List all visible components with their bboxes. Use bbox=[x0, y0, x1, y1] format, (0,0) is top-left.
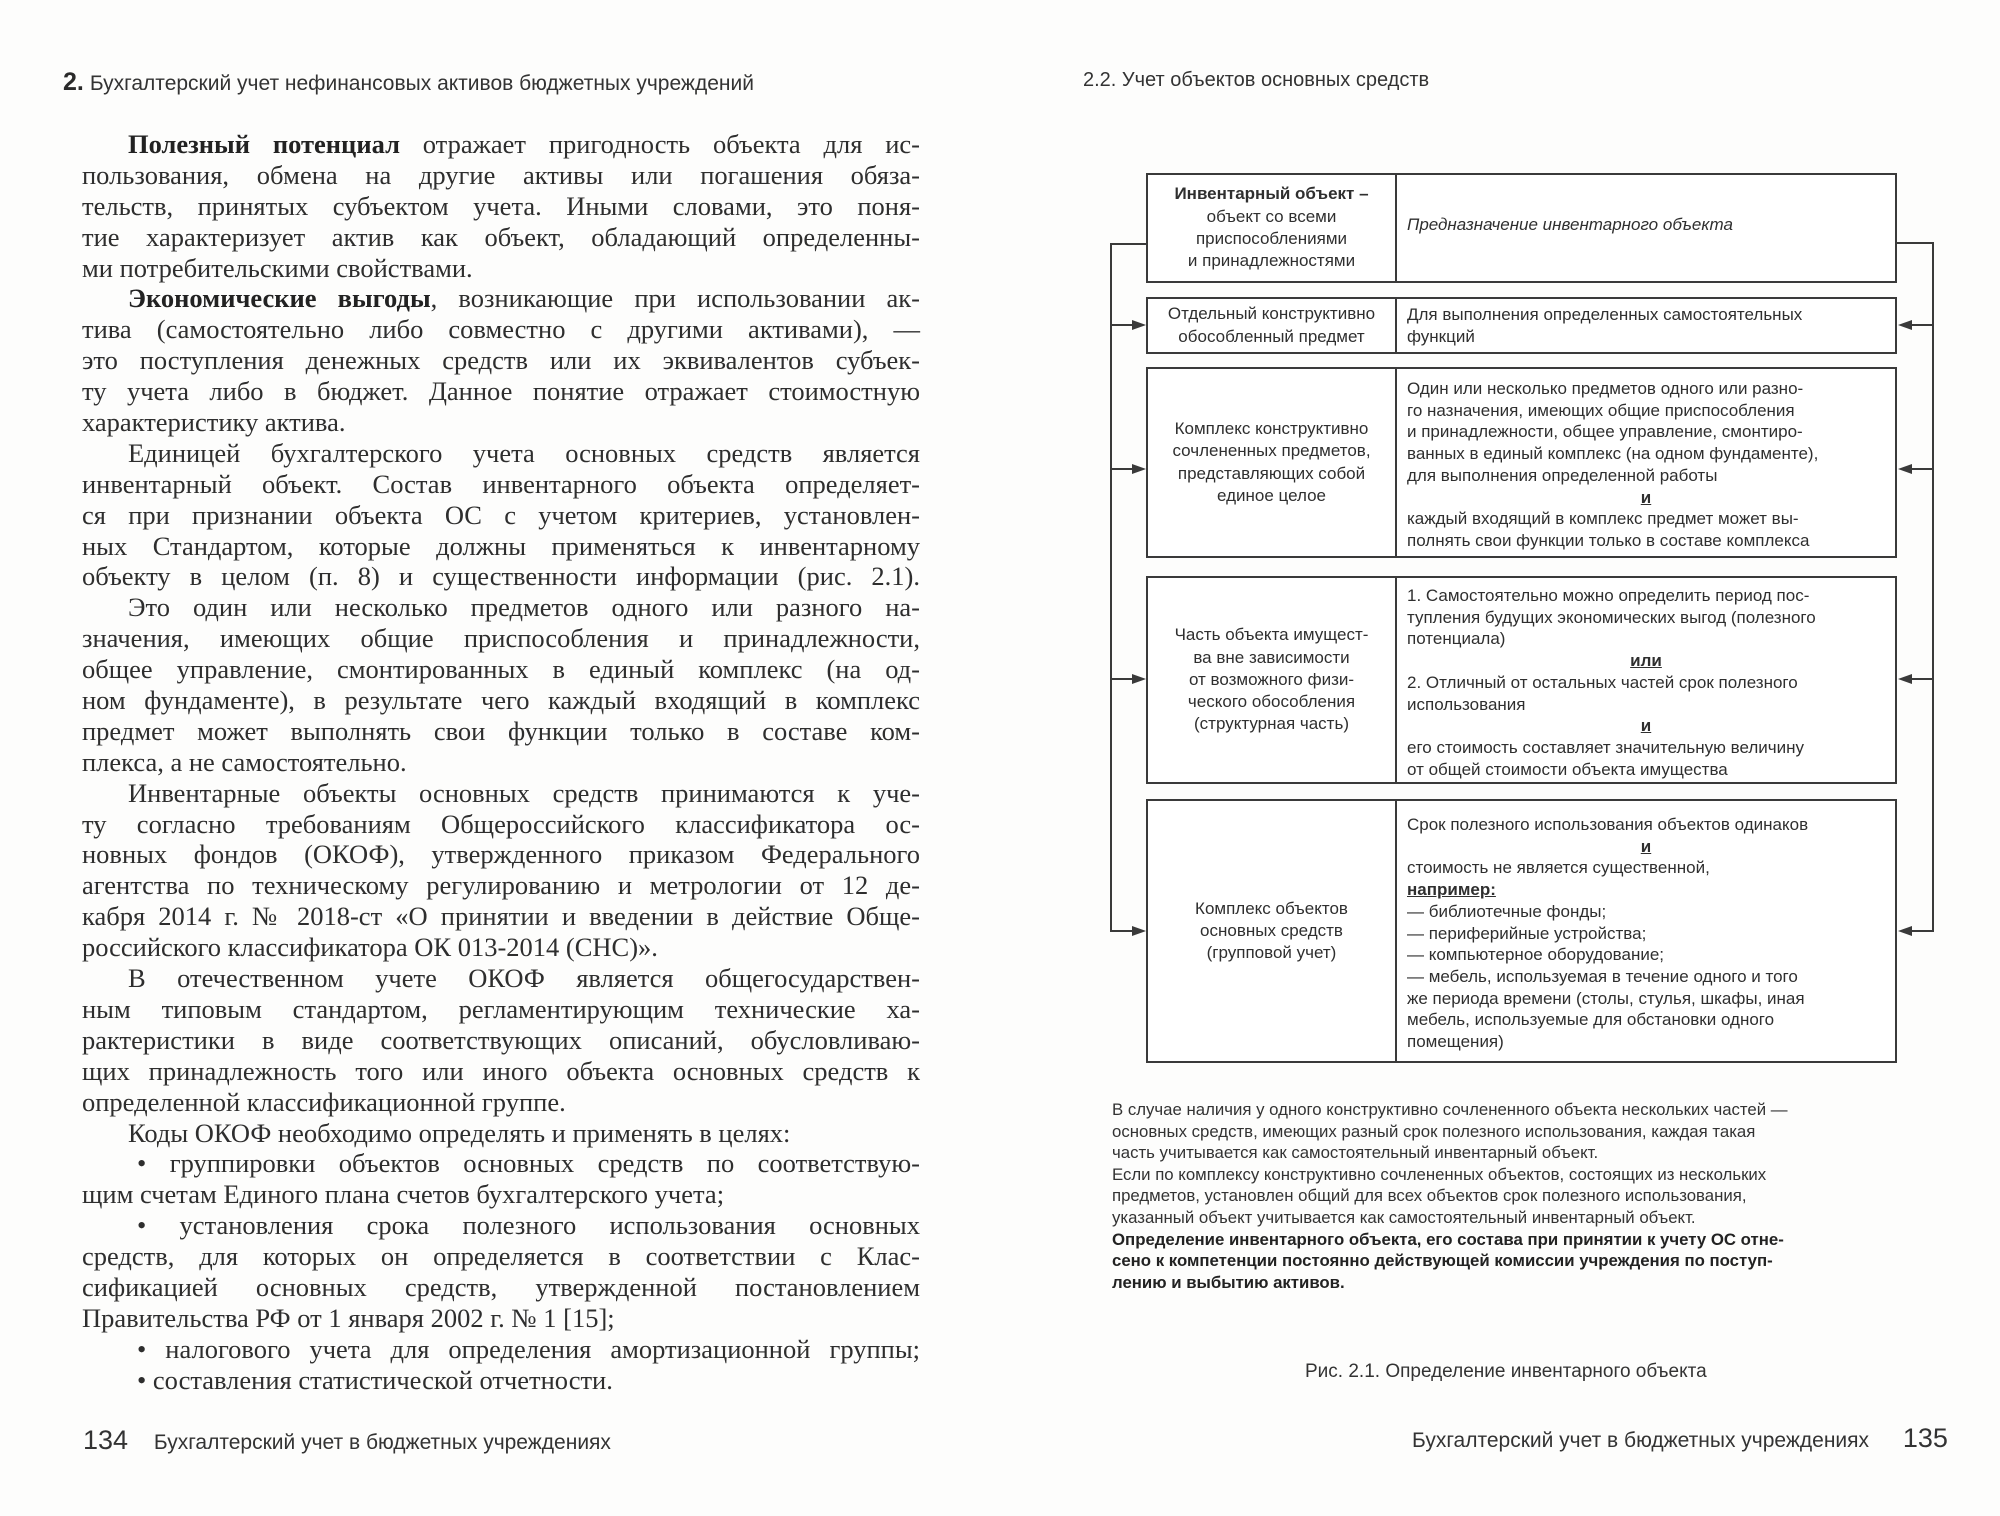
right-page bbox=[1000, 0, 2000, 1516]
text-line: объекту в целом (п. 8) и существенности информации (рис. 2.1). bbox=[82, 561, 920, 592]
diagram-header-box bbox=[1146, 173, 1897, 283]
cell-line: использования bbox=[1407, 694, 1526, 714]
text-line: инвентарный объект. Состав инвентарного объекта определяет- bbox=[82, 468, 920, 499]
diagram-row-group-accounting bbox=[1146, 799, 1897, 1063]
text-line: плекса, а не самостоятельно. bbox=[82, 746, 407, 777]
row-description bbox=[1397, 299, 1895, 352]
connector-left-horizontal-top bbox=[1111, 243, 1146, 245]
diagram-note bbox=[1112, 1099, 1902, 1293]
term-bold: Полезный потенциал bbox=[128, 129, 400, 159]
cell-line: приспособлениями bbox=[1195, 229, 1348, 248]
row-description bbox=[1397, 578, 1895, 782]
text-line: предмет может выполнять свои функции только в составе ком- bbox=[82, 715, 920, 746]
conjunction-and: и bbox=[1640, 487, 1652, 507]
text-line bbox=[82, 129, 920, 160]
text-line: ным типовым стандартом, регламентирующим технические ха- bbox=[82, 993, 920, 1024]
example-item: — библиотечные фонды; bbox=[1407, 901, 1607, 921]
cell-line: сочлененных предметов, bbox=[1172, 441, 1371, 461]
example-item: — мебель, используемая в течение одного и того bbox=[1407, 966, 1798, 986]
note-bold-line: лению и выбытию активов. bbox=[1112, 1272, 1345, 1292]
arrow-left-icon bbox=[1898, 464, 1912, 474]
connector-left-branch bbox=[1111, 930, 1133, 932]
example-item: — периферийные устройства; bbox=[1407, 923, 1647, 943]
conjunction-and: и bbox=[1640, 716, 1652, 736]
example-item: — компьютерное оборудование; bbox=[1407, 945, 1665, 965]
arrow-left-icon bbox=[1898, 320, 1912, 330]
text-line: это поступления денежных средств или их эквивалентов субъек- bbox=[82, 345, 920, 376]
connector-right-branch bbox=[1911, 468, 1933, 470]
arrow-right-icon bbox=[1132, 674, 1146, 684]
text-line: сификацией основных средств, утвержденной постановлением bbox=[82, 1271, 920, 1302]
cell-line: его стоимость составляет значительную величину bbox=[1407, 737, 1805, 757]
cell-line: Предназначение инвентарного объекта bbox=[1407, 215, 1733, 235]
connector-right-branch bbox=[1911, 678, 1933, 680]
text-line: определенной классификационной группе. bbox=[82, 1086, 566, 1117]
cell-line: обособленный предмет bbox=[1178, 326, 1365, 346]
text-line: средств, для которых он определяется в соответствии с Клас- bbox=[82, 1241, 920, 1272]
cell-line: Срок полезного использования объектов одинаков bbox=[1407, 815, 1809, 834]
example-item: помещения) bbox=[1407, 1032, 1504, 1052]
text-line: ту учета либо в бюджет. Данное понятие отражает стоимостную bbox=[82, 376, 920, 407]
row-category bbox=[1148, 578, 1397, 782]
text-line: Коды ОКОФ необходимо определять и применять в целях: bbox=[128, 1117, 791, 1148]
text-line: тива (самостоятельно либо совместно с другими активами), — bbox=[82, 314, 920, 345]
connector-left-branch bbox=[1111, 678, 1133, 680]
cell-line: стоимость не является существенной, bbox=[1407, 858, 1710, 878]
note-line: указанный объект учитывается как самостоятельный инвентарный объект. bbox=[1112, 1207, 1696, 1227]
page-number: 134 bbox=[83, 1425, 129, 1455]
note-line: часть учитывается как самостоятельный инвентарный объект. bbox=[1112, 1143, 1599, 1163]
cell-line: от возможного физи- bbox=[1188, 669, 1355, 689]
footer-left bbox=[83, 1427, 611, 1456]
text-line: значения, имеющих общие приспособления и принадлежности, bbox=[82, 623, 920, 654]
bullet-line: • налогового учета для определения амортизационной группы; bbox=[137, 1333, 920, 1364]
connector-left-branch bbox=[1111, 324, 1133, 326]
arrow-right-icon bbox=[1132, 320, 1146, 330]
conjunction-or: или bbox=[1630, 651, 1662, 671]
running-head-left bbox=[63, 70, 754, 96]
cell-line: Для выполнения определенных самостоятельных bbox=[1407, 305, 1803, 324]
chapter-title: Бухгалтерский учет нефинансовых активов бюджетных учреждений bbox=[89, 72, 754, 95]
text-line: тельств, принятых субъектом учета. Иными словами, это поня- bbox=[82, 190, 920, 221]
purpose-heading bbox=[1397, 175, 1895, 281]
cell-line: (групповой учет) bbox=[1206, 943, 1337, 963]
text-line: агентства по техническому регулированию и метрологии от 12 де- bbox=[82, 870, 920, 901]
row-description bbox=[1397, 369, 1895, 556]
bullet-line: • группировки объектов основных средств по соответствую- bbox=[137, 1148, 920, 1179]
cell-line: функций bbox=[1407, 326, 1475, 346]
footer-book-title: Бухгалтерский учет в бюджетных учреждениях bbox=[153, 1431, 611, 1454]
text-line bbox=[82, 283, 920, 314]
cell-line: 2. Отличный от остальных частей срок полезного bbox=[1407, 672, 1798, 692]
text-line: пользования, обмена на другие активы или погашения обяза- bbox=[82, 159, 920, 190]
cell-line: Часть объекта имущест- bbox=[1174, 625, 1369, 645]
line-text: отражает пригодность объекта для ис- bbox=[399, 129, 921, 159]
row-category bbox=[1148, 801, 1397, 1061]
row-category bbox=[1148, 369, 1397, 556]
page-number: 135 bbox=[1902, 1423, 1948, 1453]
text-line: щим счетам Единого плана счетов бухгалтерского учета; bbox=[82, 1179, 725, 1210]
running-head-right: 2.2. Учет объектов основных средств bbox=[1083, 69, 1430, 91]
footer-right bbox=[1412, 1425, 1948, 1454]
arrow-left-icon bbox=[1898, 926, 1912, 936]
connector-right-branch bbox=[1911, 324, 1933, 326]
diagram-row-structural-part bbox=[1146, 576, 1897, 784]
cell-line: представляющих собой bbox=[1177, 463, 1366, 483]
text-line: российского классификатора ОК 013-2014 (СНС)». bbox=[82, 932, 658, 963]
cell-line: потенциала) bbox=[1407, 629, 1506, 649]
cell-line: го назначения, имеющих общие приспособления bbox=[1407, 400, 1795, 420]
row-description bbox=[1397, 801, 1895, 1061]
connector-right-branch bbox=[1911, 930, 1933, 932]
note-bold-line: сено к компетенции постоянно действующей комиссии учреждения по поступ- bbox=[1112, 1251, 1773, 1271]
cell-line: ческого обособления bbox=[1187, 692, 1356, 712]
cell-line: 1. Самостоятельно можно определить период пос- bbox=[1407, 586, 1810, 605]
text-line: ту согласно требованиям Общероссийского классификатора ос- bbox=[82, 808, 920, 839]
connector-left-vertical bbox=[1110, 243, 1112, 932]
cell-line: основных средств bbox=[1200, 920, 1343, 940]
cell-line: каждый входящий в комплекс предмет может вы- bbox=[1407, 509, 1799, 529]
chapter-number: 2. bbox=[63, 68, 84, 96]
text-line: кабря 2014 г. № 2018-ст «О принятии и введении в действие Обще- bbox=[82, 901, 920, 932]
text-line: ми потребительскими свойствами. bbox=[82, 252, 473, 283]
inventory-object-title: Инвентарный объект – bbox=[1174, 184, 1369, 204]
cell-line: Один или несколько предметов одного или разно- bbox=[1407, 379, 1804, 398]
note-line: предметов, установлен общий для всех объектов срок полезного использования, bbox=[1112, 1186, 1747, 1206]
cell-line: и принадлежностями bbox=[1187, 251, 1356, 271]
cell-line: Отдельный конструктивно bbox=[1167, 304, 1376, 324]
cell-line: единое целое bbox=[1217, 485, 1326, 505]
inventory-object-diagram bbox=[1000, 0, 2000, 1100]
text-line: Инвентарные объекты основных средств принимаются к уче- bbox=[128, 777, 920, 808]
bullet-line: • установления срока полезного использования основных bbox=[137, 1210, 920, 1241]
note-line: В случае наличия у одного конструктивно сочлененного объекта нескольких частей — bbox=[1112, 1100, 1788, 1119]
text-line: характеристику актива. bbox=[82, 407, 346, 438]
note-bold-line: Определение инвентарного объекта, его состава при принятии к учету ОС отне- bbox=[1112, 1229, 1784, 1249]
figure-caption: Рис. 2.1. Определение инвентарного объекта bbox=[1305, 1361, 1707, 1382]
cell-line: объект со всеми bbox=[1206, 206, 1337, 226]
text-line: рактеристики в виде соответствующих описаний, обусловливаю- bbox=[82, 1024, 920, 1055]
text-line: щих принадлежность того или иного объекта основных средств к bbox=[82, 1055, 920, 1086]
text-line: новных фондов (ОКОФ), утвержденного приказом Федерального bbox=[82, 839, 920, 870]
diagram-row-complex bbox=[1146, 367, 1897, 558]
connector-left-branch bbox=[1111, 468, 1133, 470]
text-line: ных Стандартом, которые должны применяться к инвентарному bbox=[82, 530, 920, 561]
footer-book-title: Бухгалтерский учет в бюджетных учреждениях bbox=[1412, 1429, 1870, 1452]
cell-line: Комплекс объектов bbox=[1195, 898, 1348, 918]
cell-line: ва вне зависимости bbox=[1193, 647, 1350, 667]
cell-line: ванных в единый комплекс (на одном фундаменте), bbox=[1407, 444, 1819, 464]
connector-right-vertical bbox=[1932, 242, 1934, 932]
arrow-right-icon bbox=[1132, 464, 1146, 474]
body-text bbox=[82, 129, 920, 1396]
connector-right-horizontal-top bbox=[1897, 242, 1934, 244]
cell-line: Комплекс конструктивно bbox=[1174, 418, 1369, 438]
text-line: В отечественном учете ОКОФ является общегосударствен- bbox=[128, 963, 920, 994]
arrow-left-icon bbox=[1898, 674, 1912, 684]
text-line: Это один или несколько предметов одного или разного на- bbox=[128, 592, 920, 623]
inventory-object-definition bbox=[1148, 175, 1397, 281]
conjunction-and: и bbox=[1640, 836, 1652, 856]
text-line: ся при признании объекта ОС с учетом критериев, установлен- bbox=[82, 499, 920, 530]
text-line: ном фундаменте), в результате чего каждый входящий в комплекс bbox=[82, 685, 920, 716]
bullet-line: • составления статистической отчетности. bbox=[137, 1364, 613, 1395]
text-line: тие характеризует актив как объект, обладающий определенны- bbox=[82, 221, 920, 252]
cell-line: тупления будущих экономических выгод (полезного bbox=[1407, 607, 1816, 627]
diagram-row-separate-item bbox=[1146, 297, 1897, 354]
cell-line: (структурная часть) bbox=[1194, 714, 1349, 734]
cell-line: полнять свои функции только в составе комплекса bbox=[1407, 530, 1810, 550]
cell-line: для выполнения определенной работы bbox=[1407, 465, 1718, 485]
cell-line: и принадлежности, общее управление, смонтиро- bbox=[1407, 422, 1803, 442]
example-item: же периода времени (столы, стулья, шкафы, иная bbox=[1407, 988, 1805, 1008]
note-line: Если по комплексу конструктивно сочлененных объектов, состоящих из нескольких bbox=[1112, 1164, 1767, 1184]
example-label: например: bbox=[1407, 880, 1496, 900]
row-category bbox=[1148, 299, 1397, 352]
term-bold: Экономические выгоды bbox=[128, 283, 431, 314]
text-line: общее управление, смонтированных в единый комплекс (на од- bbox=[82, 654, 920, 685]
text-line: Единицей бухгалтерского учета основных средств является bbox=[128, 437, 920, 468]
note-line: основных средств, имеющих разный срок полезного использования, каждая такая bbox=[1112, 1121, 1756, 1141]
line-text: , возникающие при использовании ак- bbox=[430, 283, 920, 314]
example-item: мебель, используемые для обстановки одного bbox=[1407, 1010, 1775, 1030]
arrow-right-icon bbox=[1132, 926, 1146, 936]
text-line: Правительства РФ от 1 января 2002 г. № 1 [15]; bbox=[82, 1302, 615, 1333]
cell-line: от общей стоимости объекта имущества bbox=[1407, 759, 1728, 779]
